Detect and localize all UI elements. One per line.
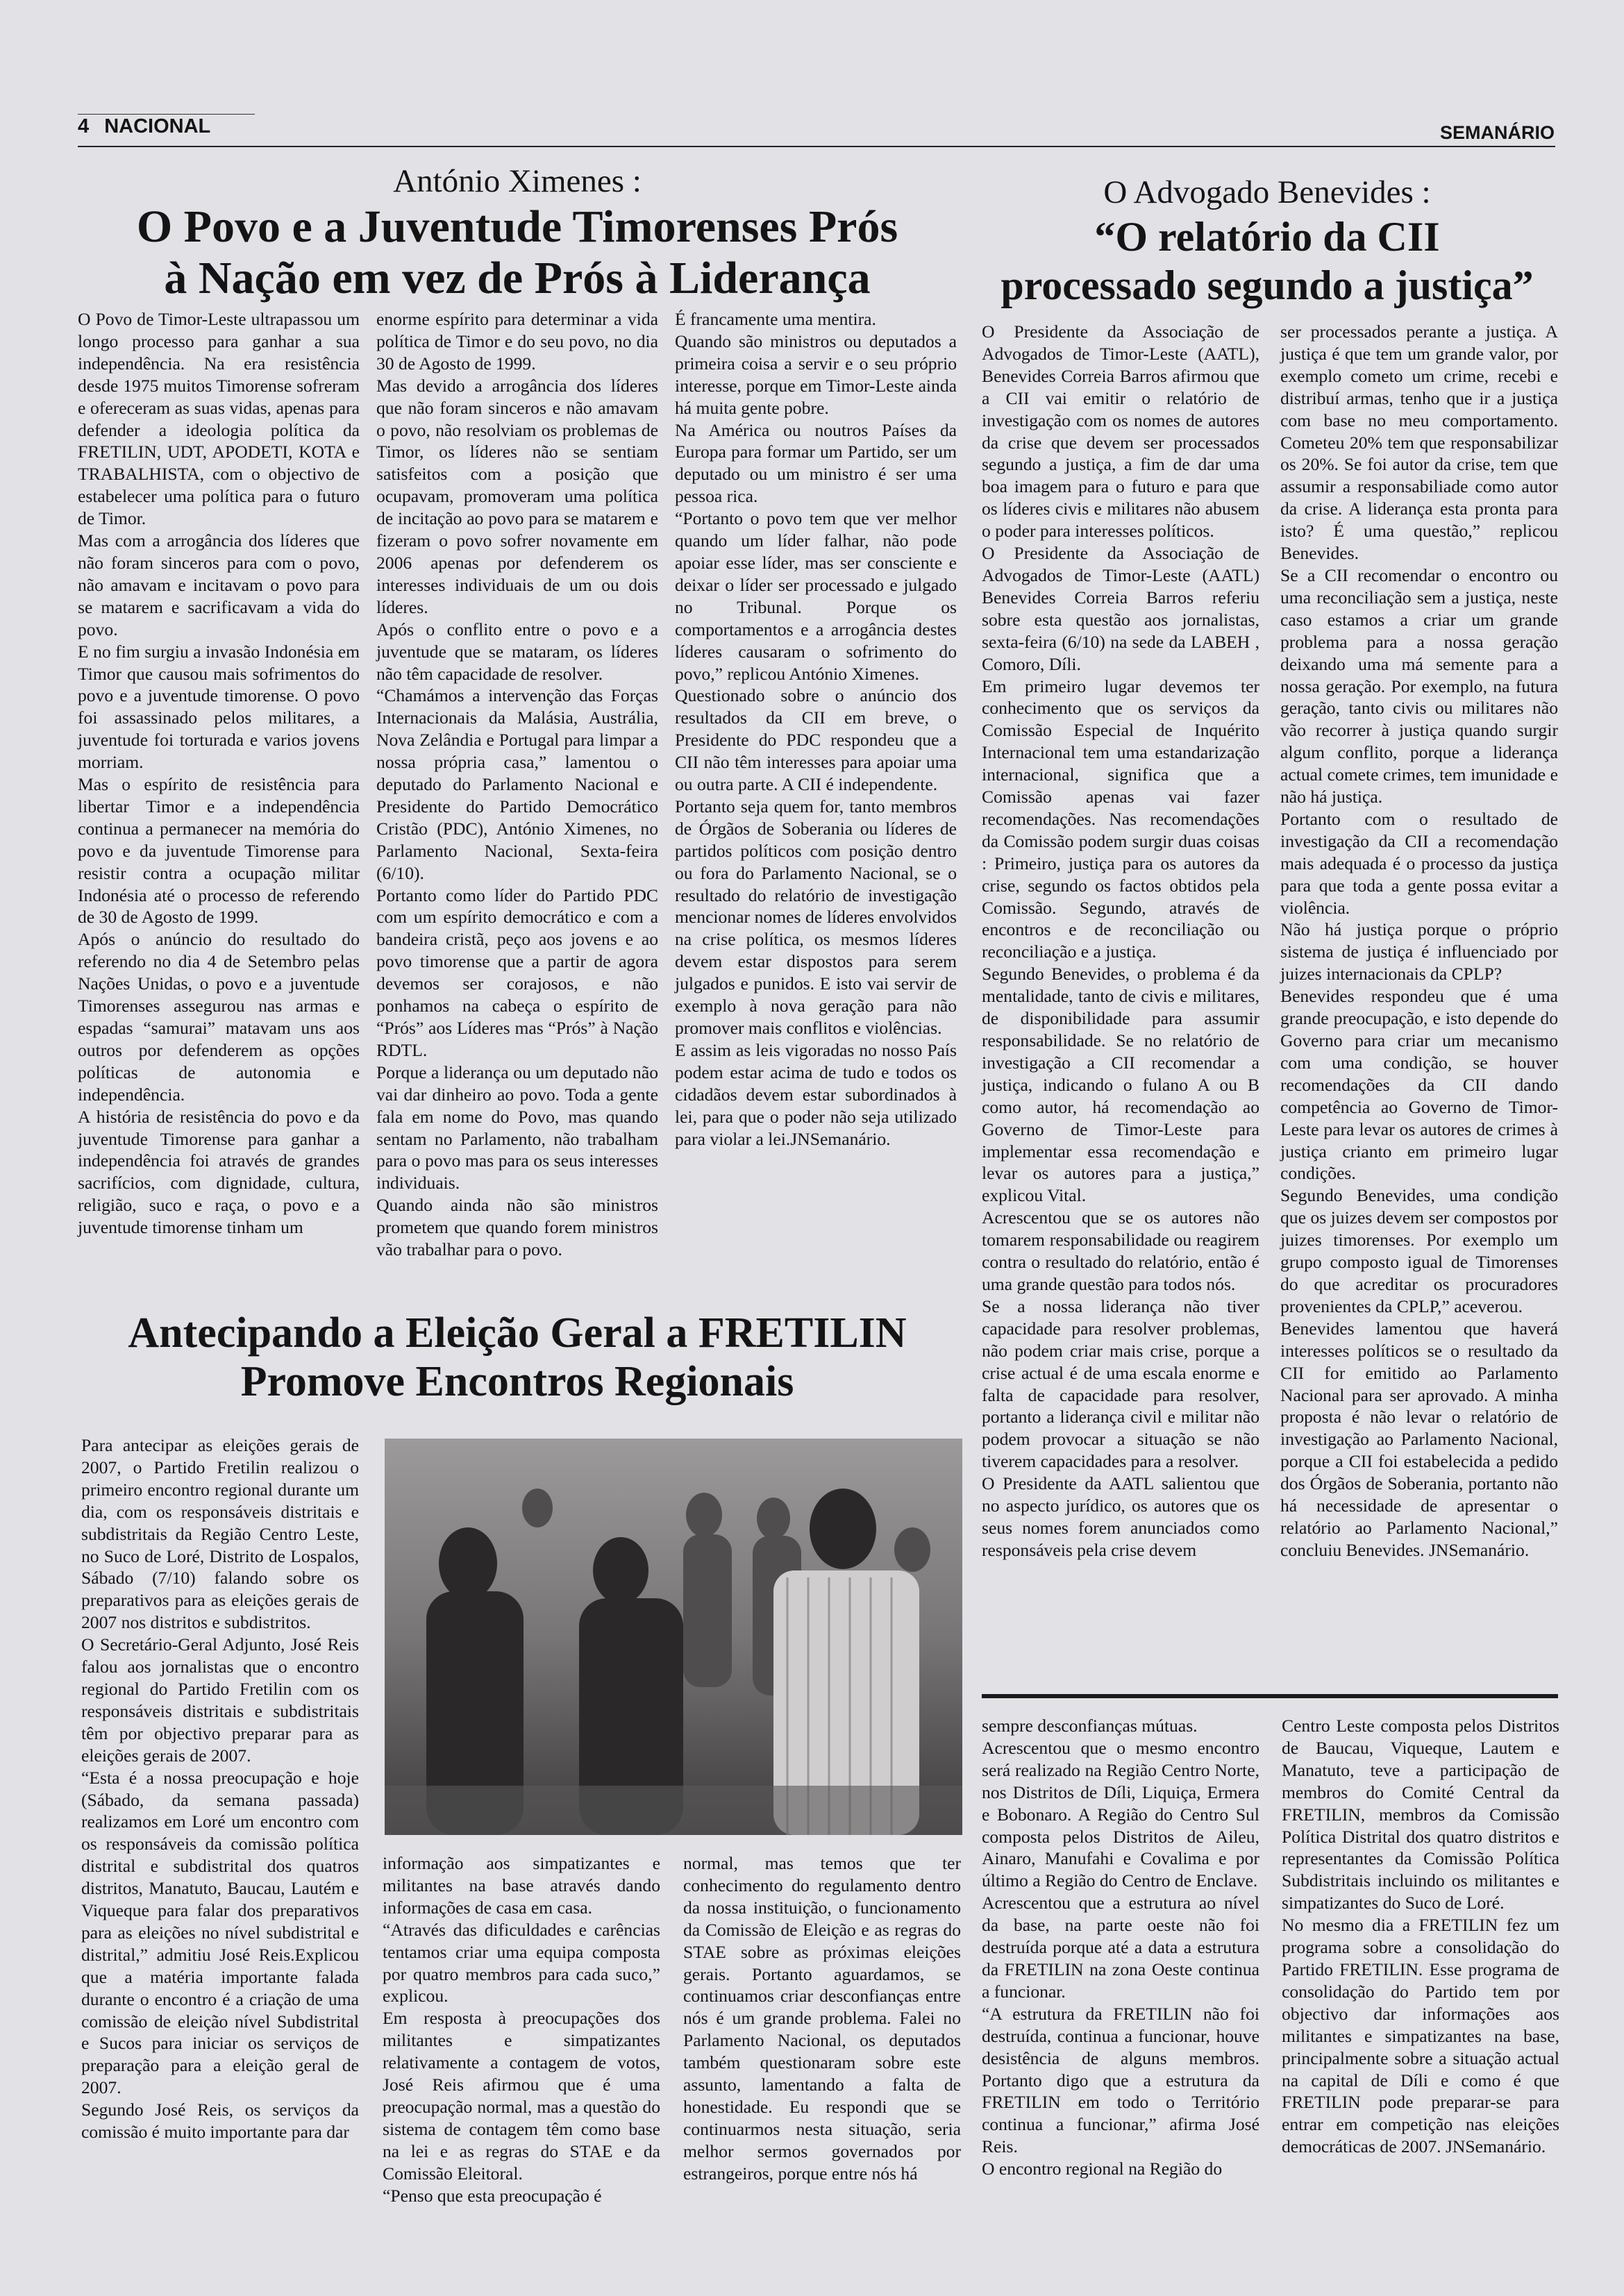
- paragraph: Se a CII recomendar o encontro ou uma reconciliação sem a justiça, neste caso estamos a criar um grande problema para a nossa geração deixando uma má semente para a nossa geração. Por exemplo, na futura geração, tanto civis ou militares não vão recorrer à justiça quando surgir algum conflito, porque a liderança actual comete crimes, tem imunidade e não há justiça.: [1280, 564, 1558, 807]
- article-column: [78, 308, 360, 1308]
- section-name: NACIONAL: [104, 115, 211, 137]
- paragraph: Segundo Benevides, o problema é da mentalidade, tanto de civis e militares, de disponibilidade para assumir responsabilidade. Se no relatório de investigação a CII recomendar a justiça, indicando o fulano A ou B como autor, há recomendação ao Governo de Timor-Leste para implementar essa recomendação e levar os autores para a justiça,” explicou Vital.: [982, 964, 1259, 1206]
- news-photo: [385, 1439, 962, 1835]
- paragraph: Acrescentou que se os autores não tomarem responsabilidade ou reagirem contra o resultado do relatório, então é uma grande questão para todos nós.: [982, 1207, 1259, 1294]
- paragraph: É francamente uma mentira.: [675, 309, 876, 329]
- header-rule: [78, 146, 1555, 147]
- paragraph: E assim as leis vigoradas no nosso País podem estar acima de tudo e todos os cidadãos devem estar subordinados à lei, para que o poder não seja utilizado para violar a lei.JNSemanário.: [675, 1039, 957, 1149]
- paragraph: No mesmo dia a FRETILIN fez um programa sobre a consolidação do Partido FRETILIN. Esse programa de consolidação do Partido tem por objectivo dar informações aos militantes e simpatizantes na base, principalmente sobre a situação actual na capital de Díli e como é que FRETILIN pode preparar-se para entrar em competição nas eleições democráticas de 2007. JNSemanário.: [1282, 1915, 1559, 2157]
- paragraph: sempre desconfianças mútuas.: [982, 1716, 1198, 1736]
- paragraph: ser processados perante a justiça. A justiça é que tem um grande valor, por exemplo cometo um crime, recebi e distribuí armas, tenho que ir a justiça com base no meu comportamento. Cometeu 20% tem que responsabilizar os 20%. Se foi autor da crise, tem que assumir a responsabiliade como autor da crise. A liderança esta pronta para isto? É uma questão,” replicou Benevides.: [1280, 321, 1558, 564]
- photo-crowd-illustration: [385, 1439, 962, 1835]
- paragraph: “Portanto o povo tem que ver melhor quando um líder falhar, não pode apoiar esse líder, mas ser consciente e deixar o líder ser processado e julgado no Tribunal. Porque os comportamentos e a arrogância destes líderes causaram o sofrimento do povo,” replicou António Ximenes.: [675, 508, 957, 684]
- paragraph: O Presidente da Associação de Advogados de Timor-Leste (AATL), Benevides Correia Barros afirmou que a CII vai emitir o relatório de investigação com os nomes de autores da crise que devem ser processados segundo a justiça, a fim de dar uma boa imagem para o futuro e para que os líderes civis e militares não abusem o poder para interesses políticos.: [982, 321, 1259, 542]
- paragraph: Portanto seja quem for, tanto membros de Órgãos de Soberania ou líderes de partidos políticos com posição dentro ou fora do Parlamento Nacional, se o resultado do relatório de investigação mencionar nomes de líderes envolvidos na crise política, os mesmos líderes devem estar dispostos para serem julgados e punidos. E isto vai servir de exemplo à nova geração para não promover mais conflitos e violências.: [675, 796, 957, 1038]
- article-headline-line-2: processado segundo a justiça”: [1001, 262, 1534, 308]
- paragraph: “Chamámos a intervenção das Forças Internacionais da Malásia, Austrália, Nova Zelândia e Portugal para limpar a nossa própria casa,” lamentou o deputado do Parlamento Nacional e Presidente do Partido Democrático Cristão (PDC), António Ximenes, no Parlamento Nacional, Sexta-feira (6/10).: [376, 685, 658, 883]
- paragraph: O encontro regional na Região do: [982, 2159, 1223, 2179]
- article-column: [675, 308, 957, 1308]
- paragraph: Quando são ministros ou deputados a primeira coisa a servir e o seu próprio interesse, porque em Timor-Leste ainda há muita gente pobre.: [675, 330, 957, 418]
- paragraph: O Presidente da AATL salientou que no aspecto jurídico, os autores que os seus nomes forem anunciados como responsáveis pela crise devem: [982, 1473, 1259, 1560]
- paragraph: Segundo Benevides, uma condição que os juizes devem ser compostos por juizes timorenses. Por exemplo um grupo composto igual de Timorenses do que acreditar os procuradores provenientes da CPLP,” aceverou.: [1280, 1185, 1558, 1316]
- article-benevides-body: [982, 321, 1558, 1689]
- paragraph: Após o anúncio do resultado do referendo no dia 4 de Setembro pelas Nações Unidas, o povo e a juventude Timorenses assegurou nas armas e espadas “samurai” matavam uns aos outros por defenderem as opções políticas de autonomia e independência.: [78, 929, 360, 1105]
- article-headline-line-2: à Nação em vez de Prós à Liderança: [164, 253, 871, 303]
- paragraph: E no fim surgiu a invasão Indonésia em Timor que causou mais sofrimentos do povo e a juventude timorense. O povo foi assassinado pelos militares, a juventude foi torturada e varios jovens morriam.: [78, 641, 360, 773]
- paragraph: Benevides lamentou que haverá interesses políticos se o resultado da CII for emitido ao Parlamento Nacional para ser aprovado. A minha proposta é não levar o relatório de investigação ao Parlamento Nacional, porque a CII foi estabelecida a pedido dos Órgãos de Soberania, portanto não há necessidade de apresentar o relatório ao Parlamento Nacional,” concluiu Benevides. JNSemanário.: [1280, 1318, 1558, 1560]
- article-column: [1280, 321, 1558, 1689]
- paragraph: O Secretário-Geral Adjunto, José Reis falou aos jornalistas que o encontro regional do Partido Fretilin com os responsáveis distritais e subdistritais têm por objectivo preparar para as eleições gerais de 2007.: [81, 1634, 359, 1766]
- paragraph: “A estrutura da FRETILIN não foi destruída, continua a funcionar, houve desistência de alguns membros. Portanto digo que a estrutura da FRETILIN em todo o Território continua a funcionar,” afirma José Reis.: [982, 2003, 1259, 2157]
- article-kicker: António Ximenes :: [393, 163, 642, 199]
- article-kicker: O Advogado Benevides :: [1103, 174, 1431, 210]
- paragraph: A história de resistência do povo e da juventude Timorense para ganhar a independência foi através de grandes sacrifícios, com dignidade, cultura, religião, suco e raça, o povo e a juventude timorense tinham um: [78, 1106, 360, 1238]
- article-column: [982, 1715, 1259, 2229]
- article-column: [1282, 1715, 1559, 2229]
- paragraph: Segundo José Reis, os serviços da comissão é muito importante para dar: [81, 2100, 359, 2143]
- paragraph: “Penso que esta preocupação é: [383, 2185, 602, 2206]
- article-column: [81, 1434, 359, 2233]
- paragraph: informação aos simpatizantes e militantes na base através dando informações de casa em casa.: [383, 1853, 660, 1918]
- article-headline-line-1: “O relatório da CII: [1094, 214, 1440, 260]
- paragraph: Benevides respondeu que é uma grande preocupação, e isto depende do Governo para criar um mecanismo com uma condição, se houver recomendações da CII dando competência ao Governo de Timor-Leste para levar os autores de crimes à justiça crianto em primeiro lugar condições.: [1280, 986, 1558, 1184]
- article-ximenes: [76, 161, 958, 304]
- article-fretilin: [69, 1309, 965, 1406]
- paragraph: Em primeiro lugar devemos ter conhecimento que os serviços da Comissão Especial de Inquérito Internacional tem uma estandarização internacional, significa que a Comissão apenas vai fazer recomendações. Nas recomendações da Comissão podem surgir duas coisas : Primeiro, justiça para os autores da crise, segundo os factos obtidos pela Comissão. Segundo, através de encontros e de reconciliação ou reconciliação e a justiça.: [982, 676, 1259, 962]
- paragraph: Se a nossa liderança não tiver capacidade para resolver problemas, não podem criar mais crise, porque a crise actual é de uma escala enorme e falta de capacidade para resolver, portanto a liderança civil e militar não podem provocar a situação se não tiverem capacidades para a resolver.: [982, 1296, 1259, 1472]
- paragraph: Não há justiça porque o próprio sistema de justiça é influenciado por juizes internacionais da CPLP?: [1280, 919, 1558, 984]
- article-column: [376, 308, 658, 1308]
- article-headline-line-1: Antecipando a Eleição Geral a FRETILIN: [128, 1309, 907, 1357]
- paragraph: “Esta é a nossa preocupação e hoje (Sábado, da semana passada) realizamos em Loré um encontro com os responsáveis da comissão política distrital e subdistrital dos quatros distritos, Manatuto, Baucau, Lautém e Viqueque para falar dos preparativos para as eleições no nível subdistrital e distrital,” admitiu José Reis.Explicou que a matéria importante falada durante o encontro é a criação de uma comissão de eleição nível Subdistrital e Sucos para iniciar os serviços de preparação para a eleição geral de 2007.: [81, 1767, 359, 2098]
- paragraph: Após o conflito entre o povo e a juventude que se mataram, os líderes não têm capacidade de resolver.: [376, 619, 658, 684]
- paragraph: enorme espírito para determinar a vida política de Timor e do seu povo, no dia 30 de Agosto de 1999.: [376, 309, 658, 374]
- paragraph: Mas devido a arrogância dos líderes que não foram sinceros e não amavam o povo, não resolviam os problemas de Timor, os líderes não se sentiam satisfeitos com a posição que ocupavam, promoveram uma política de incitação ao povo para se matarem e fizeram o povo sofrer novamente em 2006 apenas por defenderem os interesses individuais de um ou dois líderes.: [376, 375, 658, 617]
- paragraph: “Através das dificuldades e carências tentamos criar uma equipa composta por quatro membros para cada suco,” explicou.: [383, 1919, 660, 2006]
- paragraph: O Presidente da Associação de Advogados de Timor-Leste (AATL) Benevides Correia Barros referiu sobre esta questão aos jornalistas, sexta-feira (6/10) na sede da LABEH , Comoro, Díli.: [982, 543, 1259, 674]
- paragraph: Portanto como líder do Partido PDC com um espírito democrático e com a bandeira cristã, peço aos jovens e ao povo timorense que a partir de agora devemos ser corajosos, e não ponhamos na cabeça o espírito de “Prós” aos Líderes mas “Prós” à Nação RDTL.: [376, 885, 658, 1060]
- paragraph: Porque a liderança ou um deputado não vai dar dinheiro ao povo. Toda a gente fala em nome do Povo, mas quando sentam no Parlamento, não trabalham para o povo mas para os seus interesses individuais.: [376, 1062, 658, 1193]
- paragraph: Centro Leste composta pelos Distritos de Baucau, Viqueque, Lautem e Manatuto, teve a participação de membros do Comité Central da FRETILIN, membros da Comissão Política Distrital dos quatro distritos e representantes da Comissão Política Subdistritais incluindo os militantes e simpatizantes do Suco de Loré.: [1282, 1716, 1559, 1913]
- paragraph: Acrescentou que a estrutura ao nível da base, na parte oeste não foi destruída porque até a data a estrutura da FRETILIN na zona Oeste continua a funcionar.: [982, 1893, 1259, 2002]
- publication-name: SEMANÁRIO: [1439, 122, 1555, 143]
- paragraph: Na América ou noutros Países da Europa para formar um Partido, ser um deputado ou um ministro é ser uma pessoa rica.: [675, 419, 957, 507]
- article-headline-line-2: Promove Encontros Regionais: [240, 1358, 794, 1405]
- article-separator: [982, 1694, 1558, 1698]
- paragraph: O Povo de Timor-Leste ultrapassou um longo processo para ganhar a sua independência. Na era resistência desde 1975 muitos Timorense sofreram e ofereceram as suas vidas, apenas para defender a ideologia política da FRETILIN, UDT, APODETI, KOTA e TRABALHISTA, com o objectivo de estabelecer uma política para o futuro de Timor.: [78, 309, 360, 529]
- article-ximenes-body: [78, 308, 958, 1308]
- header-short-rule: [78, 114, 255, 115]
- paragraph: Portanto com o resultado de investigação da CII a recomendação mais adequada é o processo da justiça para que toda a gente possa evitar a violência.: [1280, 808, 1558, 918]
- paragraph: Mas com a arrogância dos líderes que não foram sinceros para com o povo, não amavam e incitavam o povo para se matarem e sacrificavam a vida do povo.: [78, 530, 360, 639]
- paragraph: Acrescentou que o mesmo encontro será realizado na Região Centro Norte, nos Distritos de Díli, Liquiça, Ermera e Bobonaro. A Região do Centro Sul composta pelos Distritos de Aileu, Ainaro, Manufahi e Covalima e por último a Região do Centro de Enclave.: [982, 1737, 1259, 1891]
- paragraph: Para antecipar as eleições gerais de 2007, o Partido Fretilin realizou o primeiro encontro regional durante um dia, com os responsáveis distritais e subdistritais da Região Centro Leste, no Suco de Loré, Distrito de Lospalos, Sábado (7/10) falando sobre os preparativos para as eleições gerais de 2007 nos distritos e subdistritos.: [81, 1435, 359, 1633]
- article-column: [383, 1852, 660, 2227]
- paragraph: Em resposta à preocupações dos militantes e simpatizantes relativamente a contagem de votos, José Reis afirmou que é uma preocupação normal, mas a questão do sistema de contagem têm como base na lei e as regras do STAE e da Comissão Eleitoral.: [383, 2008, 660, 2184]
- paragraph: Quando ainda não são ministros prometem que quando forem ministros vão trabalhar para o povo.: [376, 1195, 658, 1260]
- paragraph: Questionado sobre o anúncio dos resultados da CII em breve, o Presidente do PDC respondeu que a CII não têm interesses para apoiar uma ou outra parte. A CII é independente.: [675, 685, 957, 795]
- article-column: normal, mas temos que ter conhecimento do regulamento dentro da nossa instituição, o funcionamento da Comissão de Eleição e as regras do STAE sobre as próximas eleições gerais. Portanto aguardamos, se continuamos criar desconfianças entre nós é um grande problema. Falei no Parlamento Nacional, os deputados também questionaram sobre este assunto, lamentando a falta de honestidade. Eu respondi que se continuarmos nesta situação, seria melhor sermos governados por estrangeiros, porque entre nós há: [683, 1853, 961, 2184]
- article-column: [982, 321, 1259, 1689]
- page-header: [78, 115, 210, 138]
- page-number: 4: [78, 115, 90, 137]
- article-headline-line-1: O Povo e a Juventude Timorenses Prós: [136, 201, 898, 252]
- article-benevides: [972, 172, 1562, 310]
- paragraph: Mas o espírito de resistência para libertar Timor e a independência continua a permanecer na memória do povo e da juventude Timorense para resistir contra a ocupação militar Indonésia até o processo de referendo de 30 de Agosto de 1999.: [78, 774, 360, 928]
